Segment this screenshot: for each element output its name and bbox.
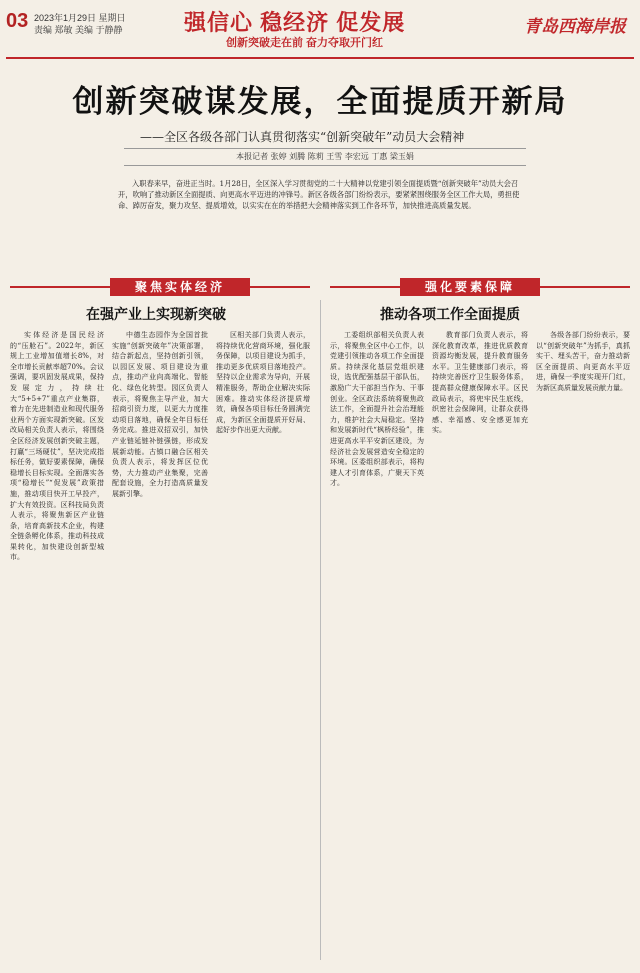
left-column-3 (216, 330, 310, 960)
date-line: 2023年1月29日 星期日 (34, 13, 126, 23)
right-section-title: 推动各项工作全面提质 (380, 307, 520, 323)
right-column-2 (432, 330, 528, 960)
left-section-title: 在强产业上实现新突破 (86, 307, 226, 323)
left-col1-text: 实体经济是国民经济的“压舱石”。2022年，新区规上工业增加值增长8%，对全市增长贡献率超70%。会议强调，要巩固发展成果，保持发展定力，持续壮大“5+5+7”重点产业集群，着力在先进制造业和现代服务业两个方面实现新突破。区发改局相关负责人表示，将围绕全区经济发展创新突破主题，打赢“三场硬仗”，坚决完成指标任务，做好要素保障，确保稳增长目标实现。全面落实各项“稳增长”“促发展”政策措施，推动项目快开工早投产，扩大有效投资。区科技局负责人表示，将聚焦新区产业链条，培育高新技术企业，构建全链条孵化体系，推动科技成果转化，加快建设创新型城市。 (10, 331, 104, 562)
right-col2-text: 教育部门负责人表示，将深化教育改革，推进优质教育资源均衡发展，提升教育服务水平。卫生健康部门表示，将持续完善医疗卫生服务体系，提高群众健康保障水平。区民政局表示，将兜牢民生底线，织密社会保障网，让群众获得感、幸福感、安全感更加充实。 (432, 331, 528, 435)
left-col3-text: 区相关部门负责人表示，将持续优化营商环境，强化服务保障，以项目建设为抓手，推动更多优质项目落地投产。坚持以企业需求为导向，开展精准服务，帮助企业解决实际困难。推动实体经济提质增效，确保各项目标任务圆满完成，为新区全面提质开好局、起好步作出更大贡献。 (216, 331, 310, 435)
left-band-rule-b (250, 286, 310, 288)
left-band-rule-a (10, 286, 110, 288)
right-column-3 (536, 330, 630, 960)
slogan: 强信心 稳经济 促发展 (184, 10, 406, 35)
page-header (0, 0, 640, 56)
right-band-rule-a (330, 286, 400, 288)
right-band-rule-b (540, 286, 630, 288)
left-section-band: 聚焦实体经济 (110, 278, 250, 296)
right-col3-text: 各级各部门纷纷表示，要以“创新突破年”为抓手，真抓实干、埋头苦干，奋力推动新区全面提质、向更高水平迈进，确保一季度实现开门红，为新区高质量发展贡献力量。 (536, 331, 630, 392)
headline: 创新突破谋发展，全面提质开新局 (72, 84, 568, 120)
subslogan: 创新突破走在前 奋力夺取开门红 (226, 37, 384, 49)
page-number: 03 (6, 10, 29, 32)
left-col2-text: 中德生态园作为全国首批实施“创新突破年”决策部署，结合新起点，坚持创新引领，以园区发展、项目建设为重点，推动产业向高端化、智能化、绿色化转型。园区负责人表示，将聚焦主导产业，加大招商引资力度，以更大力度推动项目落地，确保全年目标任务完成。推进双招双引，加快产业链延链补链强链，形成发展新动能。古镇口融合区相关负责人表示，将发挥区位优势，大力推动产业集聚，完善配套设施，全力打造高质量发展新引擎。 (112, 331, 208, 498)
right-col1-text: 工委组织部相关负责人表示，将聚焦全区中心工作，以党建引领推动各项工作全面提质。持续深化基层党组织建设，选优配强基层干部队伍，激励广大干部担当作为、干事创业。全区政法系统将聚焦政法工作，全面提升社会治理能力，维护社会大局稳定。坚持和发展新时代“枫桥经验”，推进更高水平平安新区建设，为经济社会发展营造安全稳定的环境。区委组织部表示，将构建人才引育体系，广聚天下英才。 (330, 331, 424, 488)
right-column-1 (330, 330, 424, 960)
intro-paragraph: 入职春来早，奋进正当时。1月28日，全区深入学习贯彻党的二十大精神以党建引领全面提质暨“创新突破年”动员大会召开，吹响了推动新区全面提质、向更高水平迈进的冲锋号。新区各级各部门纷纷表示，要紧紧围绕服务全区工作大局，勇担使命、踔厉奋发，聚力攻坚、提质增效，以实实在在的举措把大会精神落实到工作各环节，加快推进高质量发展。 (118, 179, 520, 210)
header-rule (6, 57, 634, 59)
editors-line: 责编 郑敏 美编 于静静 (34, 25, 123, 35)
byline: 本报记者 张婷 刘腾 陈莉 王雪 李宏远 丁惠 梁玉娟 (124, 148, 526, 166)
left-column-1 (10, 330, 104, 960)
subheadline: ——全区各级各部门认真贯彻落实“创新突破年”动员大会精神 (140, 130, 465, 144)
newspaper-logo: 青岛西海岸报 (524, 17, 626, 36)
center-divider (320, 300, 321, 960)
left-column-2 (112, 330, 208, 960)
right-section-band: 强化要素保障 (400, 278, 540, 296)
date-editors (34, 12, 126, 36)
